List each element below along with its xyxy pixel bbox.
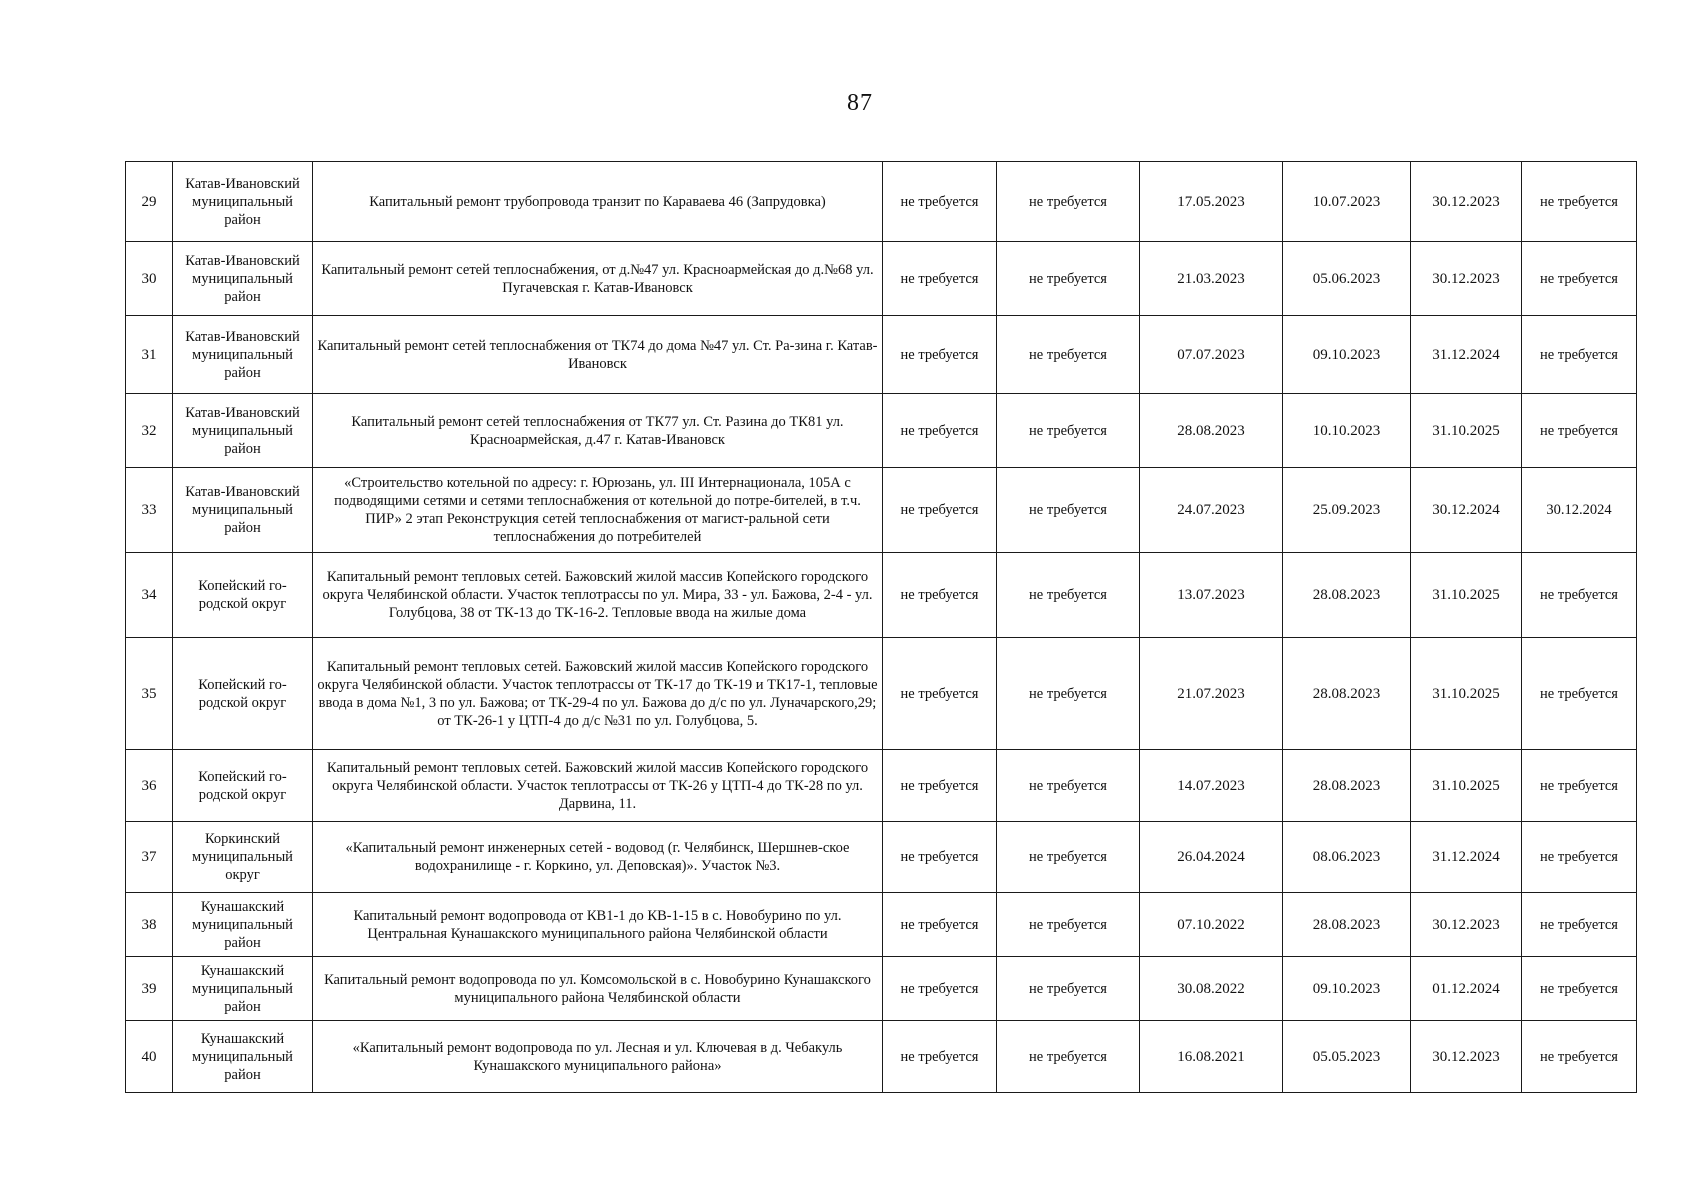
municipality-cell: Катав-Ивановский муниципальный район <box>173 242 313 316</box>
work-description-cell: Капитальный ремонт сетей теплоснабжения от ТК77 ул. Ст. Разина до ТК81 ул. Красноармейская, д.47 г. Катав-Ивановск <box>313 394 883 468</box>
table-row <box>126 468 1637 553</box>
municipality-cell: Катав-Ивановский муниципальный район <box>173 162 313 242</box>
status-cell-3: не требуется <box>1522 242 1637 316</box>
date-cell-2: 28.08.2023 <box>1283 893 1411 957</box>
status-cell-3: не требуется <box>1522 316 1637 394</box>
municipality-cell: Катав-Ивановский муниципальный район <box>173 468 313 553</box>
status-cell-3: не требуется <box>1522 750 1637 822</box>
status-cell-2: не требуется <box>997 162 1140 242</box>
municipality-cell: Кунашакский муниципальный район <box>173 1021 313 1093</box>
work-description-cell: Капитальный ремонт водопровода по ул. Комсомольской в с. Новобурино Кунашакского муниципального района Челябинской области <box>313 957 883 1021</box>
date-cell-3: 31.12.2024 <box>1411 822 1522 893</box>
table-row <box>126 162 1637 242</box>
work-description-cell: Капитальный ремонт водопровода от КВ1-1 до КВ-1-15 в с. Новобурино по ул. Центральная Кунашакского муниципального района Челябинской области <box>313 893 883 957</box>
status-cell-2: не требуется <box>997 242 1140 316</box>
date-cell-3: 31.10.2025 <box>1411 750 1522 822</box>
status-cell-1: не требуется <box>883 1021 997 1093</box>
date-cell-3: 30.12.2024 <box>1411 468 1522 553</box>
table-row <box>126 957 1637 1021</box>
status-cell-3: 30.12.2024 <box>1522 468 1637 553</box>
date-cell-3: 30.12.2023 <box>1411 893 1522 957</box>
table-row <box>126 1021 1637 1093</box>
status-cell-3: не требуется <box>1522 162 1637 242</box>
table-row <box>126 553 1637 638</box>
status-cell-3: не требуется <box>1522 822 1637 893</box>
work-description-cell: Капитальный ремонт сетей теплоснабжения, от д.№47 ул. Красноармейская до д.№68 ул. Пугачевская г. Катав-Ивановск <box>313 242 883 316</box>
work-description-cell: Капитальный ремонт тепловых сетей. Бажовский жилой массив Копейского городского округа Челябинской области. Участок теплотрассы по ул. Мира, 33 - ул. Бажова, 2-4 - ул. Голубцова, 38 от ТК-13 до ТК-16-2. Тепловые ввода на жилые дома <box>313 553 883 638</box>
status-cell-3: не требуется <box>1522 893 1637 957</box>
table-row <box>126 638 1637 750</box>
status-cell-3: не требуется <box>1522 957 1637 1021</box>
date-cell-1: 24.07.2023 <box>1140 468 1283 553</box>
date-cell-3: 31.10.2025 <box>1411 638 1522 750</box>
date-cell-2: 08.06.2023 <box>1283 822 1411 893</box>
date-cell-1: 07.07.2023 <box>1140 316 1283 394</box>
work-description-cell: Капитальный ремонт трубопровода транзит по Караваева 46 (Запрудовка) <box>313 162 883 242</box>
date-cell-2: 25.09.2023 <box>1283 468 1411 553</box>
municipality-cell: Катав-Ивановский муниципальный район <box>173 394 313 468</box>
status-cell-1: не требуется <box>883 468 997 553</box>
date-cell-1: 07.10.2022 <box>1140 893 1283 957</box>
municipality-cell: Копейский го-родской округ <box>173 638 313 750</box>
status-cell-2: не требуется <box>997 750 1140 822</box>
date-cell-3: 31.10.2025 <box>1411 394 1522 468</box>
date-cell-2: 09.10.2023 <box>1283 957 1411 1021</box>
date-cell-2: 28.08.2023 <box>1283 553 1411 638</box>
status-cell-2: не требуется <box>997 1021 1140 1093</box>
date-cell-2: 05.05.2023 <box>1283 1021 1411 1093</box>
status-cell-2: не требуется <box>997 316 1140 394</box>
date-cell-2: 09.10.2023 <box>1283 316 1411 394</box>
status-cell-1: не требуется <box>883 750 997 822</box>
date-cell-2: 10.10.2023 <box>1283 394 1411 468</box>
status-cell-3: не требуется <box>1522 638 1637 750</box>
date-cell-1: 13.07.2023 <box>1140 553 1283 638</box>
date-cell-1: 14.07.2023 <box>1140 750 1283 822</box>
date-cell-1: 21.07.2023 <box>1140 638 1283 750</box>
row-number: 37 <box>126 822 173 893</box>
work-description-cell: Капитальный ремонт тепловых сетей. Бажовский жилой массив Копейского городского округа Челябинской области. Участок теплотрассы от ТК-26 у ЦТП-4 до ТК-28 по ул. Дарвина, 11. <box>313 750 883 822</box>
row-number: 31 <box>126 316 173 394</box>
municipality-cell: Кунашакский муниципальный район <box>173 957 313 1021</box>
row-number: 35 <box>126 638 173 750</box>
table-row <box>126 893 1637 957</box>
date-cell-2: 05.06.2023 <box>1283 242 1411 316</box>
row-number: 38 <box>126 893 173 957</box>
status-cell-3: не требуется <box>1522 394 1637 468</box>
row-number: 32 <box>126 394 173 468</box>
table-row <box>126 394 1637 468</box>
status-cell-2: не требуется <box>997 553 1140 638</box>
table-row <box>126 316 1637 394</box>
row-number: 33 <box>126 468 173 553</box>
table-row <box>126 822 1637 893</box>
status-cell-2: не требуется <box>997 638 1140 750</box>
date-cell-1: 16.08.2021 <box>1140 1021 1283 1093</box>
date-cell-2: 28.08.2023 <box>1283 638 1411 750</box>
status-cell-1: не требуется <box>883 394 997 468</box>
status-cell-1: не требуется <box>883 893 997 957</box>
status-cell-2: не требуется <box>997 893 1140 957</box>
status-cell-1: не требуется <box>883 316 997 394</box>
work-description-cell: «Строительство котельной по адресу: г. Юрюзань, ул. III Интернационала, 105А с подводящими сетями и сетями теплоснабжения от котельной до потре-бителей, в т.ч. ПИР» 2 этап Реконструкция сетей теплоснабжения от магист-ральной сети теплоснабжения до потребителей <box>313 468 883 553</box>
work-description-cell: Капитальный ремонт сетей теплоснабжения от ТК74 до дома №47 ул. Ст. Ра-зина г. Катав-Ивановск <box>313 316 883 394</box>
date-cell-3: 01.12.2024 <box>1411 957 1522 1021</box>
municipality-cell: Копейский го-родской округ <box>173 553 313 638</box>
date-cell-3: 31.10.2025 <box>1411 553 1522 638</box>
status-cell-2: не требуется <box>997 468 1140 553</box>
row-number: 40 <box>126 1021 173 1093</box>
status-cell-1: не требуется <box>883 822 997 893</box>
municipality-cell: Коркинский муниципальный округ <box>173 822 313 893</box>
works-table <box>125 161 1637 1093</box>
date-cell-1: 30.08.2022 <box>1140 957 1283 1021</box>
municipality-cell: Копейский го-родской округ <box>173 750 313 822</box>
date-cell-3: 30.12.2023 <box>1411 162 1522 242</box>
municipality-cell: Катав-Ивановский муниципальный район <box>173 316 313 394</box>
row-number: 34 <box>126 553 173 638</box>
date-cell-2: 28.08.2023 <box>1283 750 1411 822</box>
date-cell-2: 10.07.2023 <box>1283 162 1411 242</box>
date-cell-1: 17.05.2023 <box>1140 162 1283 242</box>
date-cell-3: 30.12.2023 <box>1411 1021 1522 1093</box>
status-cell-3: не требуется <box>1522 553 1637 638</box>
status-cell-2: не требуется <box>997 957 1140 1021</box>
status-cell-1: не требуется <box>883 638 997 750</box>
date-cell-3: 30.12.2023 <box>1411 242 1522 316</box>
status-cell-2: не требуется <box>997 394 1140 468</box>
date-cell-1: 28.08.2023 <box>1140 394 1283 468</box>
table-row <box>126 750 1637 822</box>
status-cell-1: не требуется <box>883 162 997 242</box>
status-cell-2: не требуется <box>997 822 1140 893</box>
date-cell-3: 31.12.2024 <box>1411 316 1522 394</box>
municipality-cell: Кунашакский муниципальный район <box>173 893 313 957</box>
table-body <box>126 162 1637 1093</box>
status-cell-3: не требуется <box>1522 1021 1637 1093</box>
status-cell-1: не требуется <box>883 553 997 638</box>
table-row <box>126 242 1637 316</box>
status-cell-1: не требуется <box>883 242 997 316</box>
date-cell-1: 21.03.2023 <box>1140 242 1283 316</box>
row-number: 39 <box>126 957 173 1021</box>
row-number: 29 <box>126 162 173 242</box>
row-number: 30 <box>126 242 173 316</box>
work-description-cell: «Капитальный ремонт водопровода по ул. Лесная и ул. Ключевая в д. Чебакуль Кунашакского муниципального района» <box>313 1021 883 1093</box>
date-cell-1: 26.04.2024 <box>1140 822 1283 893</box>
status-cell-1: не требуется <box>883 957 997 1021</box>
row-number: 36 <box>126 750 173 822</box>
page-number: 87 <box>847 90 873 116</box>
work-description-cell: «Капитальный ремонт инженерных сетей - водовод (г. Челябинск, Шершнев-ское водохранилище - г. Коркино, ул. Деповская)». Участок №3. <box>313 822 883 893</box>
work-description-cell: Капитальный ремонт тепловых сетей. Бажовский жилой массив Копейского городского округа Челябинской области. Участок теплотрассы от ТК-17 до ТК-19 и ТК17-1, тепловые ввода в дома №1, 3 по ул. Бажова; от ТК-29-4 по ул. Бажова до д/с по ул. Луначарского,29; от ТК-26-1 у ЦТП-4 до д/с №31 по ул. Голубцова, 5. <box>313 638 883 750</box>
